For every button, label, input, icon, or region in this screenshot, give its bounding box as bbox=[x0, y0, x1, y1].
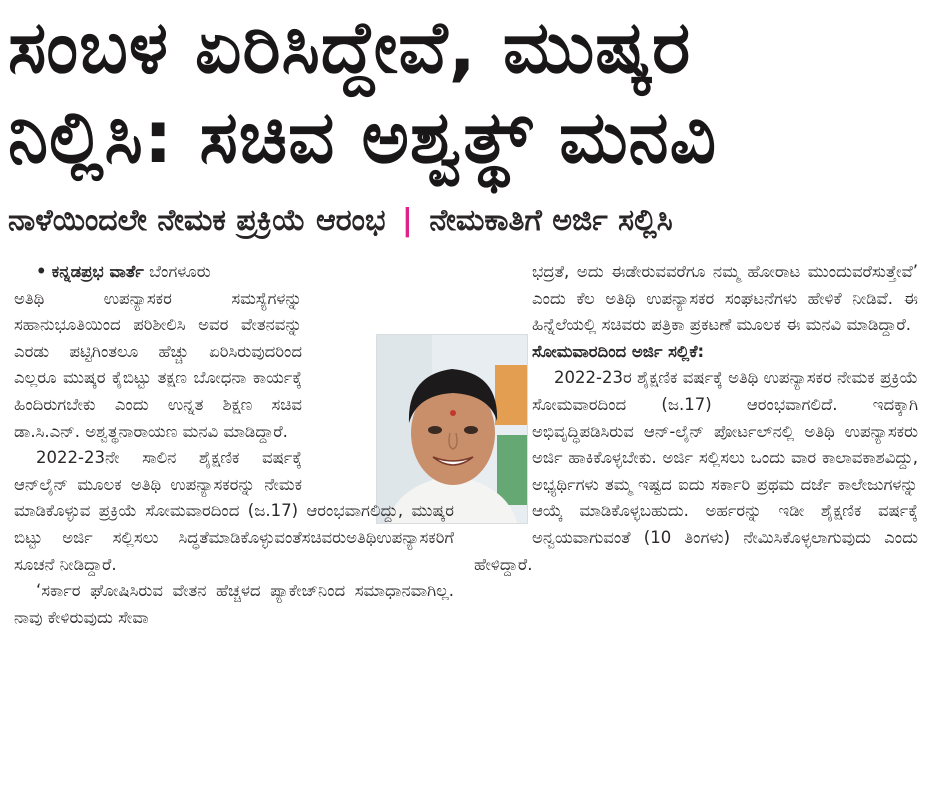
article-column-left bbox=[14, 259, 454, 631]
section-subheading: ಸೋಮವಾರದಿಂದ ಅರ್ಜಿ ಸಲ್ಲಿಕೆ: bbox=[532, 341, 705, 361]
article-paragraph bbox=[474, 259, 918, 339]
article-paragraph: ‘ಸರ್ಕಾರ ಘೋಷಿಸಿರುವ ವೇತನ ಹೆಚ್ಚಳದ ಪ್ಯಾಕೇಜ್‌ನಿಂದ ಸಮಾಧಾನವಾಗಿಲ್ಲ. ನಾವು ಕೇಳಿರುವುದು ಸೇವಾ bbox=[14, 581, 454, 627]
article-paragraph: 2022-23ರ ಶೈಕ್ಷಣಿಕ ವರ್ಷಕ್ಕೆ ಅತಿಥಿ ಉಪನ್ಯಾಸಕರ ನೇಮಕ ಪ್ರಕ್ರಿಯೆ ಸೋಮವಾರದಿಂದ (ಜ.17) ಆರಂಭವಾಗಲಿದೆ. ಇದಕ್ಕಾಗಿ ಅಭಿವೃದ್ಧಿಪಡಿಸಿರುವ ಆನ್-ಲೈನ್ ಪೋರ್ಟಲ್‌ನಲ್ಲಿ ಅತಿಥಿ ಉಪನ್ಯಾಸಕರು ಅರ್ಜಿ ಹಾಕಿಕೊಳ್ಳಬೇಕು. ಅರ್ಜಿ ಸಲ್ಲಿಸಲು ಒಂದು ವಾರ ಕಾಲಾವಕಾಶವಿದ್ದು, ಅಭ್ಯರ್ಥಿಗಳು ತಮ್ಮ ಇಷ್ಟದ ಐದು ಸರ್ಕಾರಿ ಪ್ರಥಮ ದರ್ಜೆ ಕಾಲೇಜುಗಳನ್ನು ಆಯ್ಕೆ ಮಾಡಿಕೊಳ್ಳಬಹುದು. ಅರ್ಹರನ್ನು ಇಡೀ ಶೈಕ್ಷಣಿಕ ವರ್ಷಕ್ಕೆ ಅನ್ವಯವಾಗುವಂತೆ (10 ತಿಂಗಳು) ನೇಮಿಸಿಕೊಳ್ಳಲಾಗುವುದು ಎಂದು ಹೇಳಿದ್ದಾರೆ. bbox=[474, 368, 918, 574]
article-text: ಭದ್ರತೆ, ಅದು ಈಡೇರುವವರೆಗೂ ನಮ್ಮ ಹೋರಾಟ ಮುಂದುವರೆಸುತ್ತೇವೆ’ ಎಂದು ಕೆಲ ಅತಿಥಿ ಉಪನ್ಯಾಸಕರ ಸಂಘಟನೆಗಳು ಹೇಳಿಕೆ ನೀಡಿವೆ. ಈ ಹಿನ್ನೆಲೆಯಲ್ಲಿ ಸಚಿವರು ಪತ್ರಿಕಾ ಪ್ರಕಟಣೆ ಮೂಲಕ ಈ ಮನವಿ ಮಾಡಿದ್ದಾರೆ. bbox=[532, 262, 918, 335]
subheadline bbox=[8, 201, 923, 241]
photo-wrap-spacer bbox=[302, 286, 454, 478]
headline-line-2: ನಿಲ್ಲಿಸಿ: ಸಚಿವ ಅಶ್ವತ್ಥ್ ಮನವಿ bbox=[8, 95, 718, 179]
dateline-bullet: • bbox=[36, 262, 47, 281]
photo-wrap-spacer bbox=[474, 259, 532, 525]
article-text: ಅತಿಥಿ ಉಪನ್ಯಾಸಕರ ಸಮಸ್ಯೆಗಳನ್ನು ಸಹಾನುಭೂತಿಯಿಂದ ಪರಿಶೀಲಿಸಿ ಅವರ ವೇತನವನ್ನು ಎರಡು ಪಟ್ಟಿಗಿಂತಲೂ ಹೆಚ್ಚು ಏರಿಸಿರುವುದರಿಂದ ಎಲ್ಲರೂ ಮುಷ್ಕರ ಕೈಬಿಟ್ಟು ತಕ್ಷಣ ಬೋಧನಾ ಕಾರ್ಯಕ್ಕೆ ಹಿಂದಿರುಗಬೇಕು ಎಂದು ಉನ್ನತ ಶಿಕ್ಷಣ ಸಚಿವ ಡಾ.ಸಿ.ಎನ್. ಅಶ್ವತ್ಥನಾರಾಯಣ ಮನವಿ ಮಾಡಿದ್ದಾರೆ. bbox=[14, 288, 302, 441]
dateline-place: ಬೆಂಗಳೂರು bbox=[149, 262, 211, 281]
subheadline-right: ನೇಮಕಾತಿಗೆ ಅರ್ಜಿ ಸಲ್ಲಿಸಿ bbox=[429, 203, 673, 238]
headline-line-1: ಸಂಬಳ ಏರಿಸಿದ್ದೇವೆ, ಮುಷ್ಕರ bbox=[8, 5, 692, 89]
article-column-right bbox=[474, 259, 918, 578]
article-paragraph: 2022-23ನೇ ಸಾಲಿನ ಶೈಕ್ಷಣಿಕ ವರ್ಷಕ್ಕೆ ಆನ್‌ಲೈನ್ ಮೂಲಕ ಅತಿಥಿ ಉಪನ್ಯಾಸಕರನ್ನು ನೇಮಕ ಮಾಡಿಕೊಳ್ಳುವ ಪ್ರಕ್ರಿಯೆ ಸೋಮವಾರದಿಂದ (ಜ.17) ಆರಂಭವಾಗಲಿದ್ದು, ಮುಷ್ಕರ ಬಿಟ್ಟು ಅರ್ಜಿ ಸಲ್ಲಿಸಲು ಸಿದ್ಧತೆಮಾಡಿಕೊಳ್ಳುವಂತೆಸಚಿವರುಅತಿಥಿಉಪನ್ಯಾಸಕರಿಗೆ ಸೂಚನೆ ನೀಡಿದ್ದಾರೆ. bbox=[14, 448, 454, 574]
dateline bbox=[14, 259, 454, 286]
subheadline-separator: | bbox=[401, 203, 413, 238]
subheadline-left: ನಾಳೆಯಿಂದಲೇ ನೇಮಕ ಪ್ರಕ್ರಿಯೆ ಆರಂಭ bbox=[8, 203, 386, 238]
dateline-source: ಕನ್ನಡಪ್ರಭ ವಾರ್ತೆ bbox=[51, 262, 144, 281]
headline bbox=[8, 2, 923, 182]
article-paragraph bbox=[14, 286, 454, 446]
